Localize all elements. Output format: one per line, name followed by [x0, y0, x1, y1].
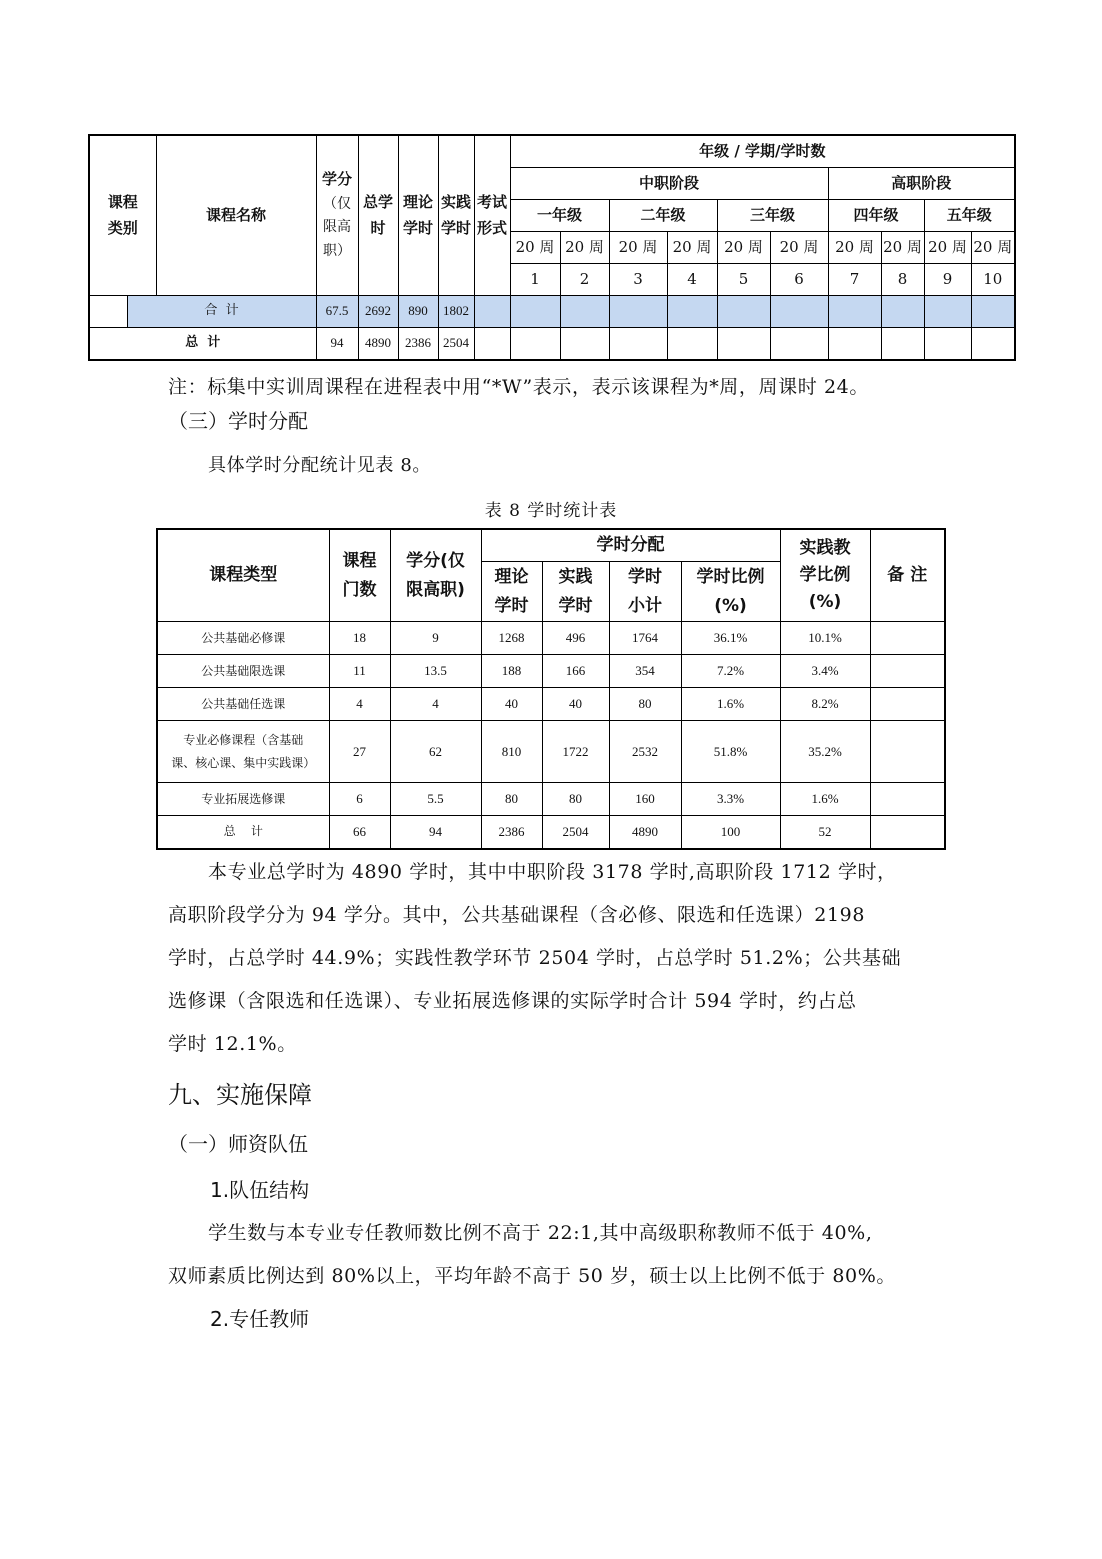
summary-line: 学时，占总学时 44.9%；实践性教学环节 2504 学时，占总学时 51.2%；公共基础	[168, 947, 902, 969]
header-weeks: 20 周	[609, 232, 667, 264]
header-credit: 学分(仅 限高职)	[390, 529, 481, 622]
cell-remark	[870, 655, 945, 688]
header-credit-note: （仅 限高 职）	[323, 195, 352, 260]
header-semester: 1	[510, 264, 560, 296]
item-1-line: 学生数与本专业专任教师数比例不高于 22:1,其中高级职称教师不低于 40%,	[208, 1222, 873, 1244]
total-credit: 94	[316, 328, 358, 361]
section-3-intro: 具体学时分配统计见表 8。	[208, 455, 431, 476]
total-row	[89, 328, 1015, 361]
header-ratio: 学时比例 (%)	[681, 562, 780, 622]
subtotal-sem	[510, 296, 560, 328]
total-sem	[881, 328, 924, 361]
header-semester: 6	[770, 264, 828, 296]
total-sem	[560, 328, 609, 361]
header-practice-hours: 实践 学时	[438, 135, 474, 296]
total-sem	[667, 328, 717, 361]
header-hours-allocation: 学时分配	[481, 529, 780, 562]
item-1-line: 双师素质比例达到 80%以上，平均年龄不高于 50 岁，硕士以上比例不低于 80%。	[168, 1265, 896, 1287]
cell-theory: 80	[481, 783, 542, 816]
cell-theory: 40	[481, 688, 542, 721]
header-course-count: 课程 门数	[329, 529, 390, 622]
total-exam	[474, 328, 510, 361]
cell-practice: 166	[542, 655, 609, 688]
cell-count: 66	[329, 816, 390, 849]
total-sem	[609, 328, 667, 361]
total-practice: 2504	[438, 328, 474, 361]
subtotal-blank	[89, 296, 127, 328]
course-schedule-table	[88, 134, 1016, 361]
cell-pratio: 1.6%	[780, 783, 870, 816]
cell-ratio: 100	[681, 816, 780, 849]
header-category: 课程 类别	[89, 135, 156, 296]
item-1-title: 1.队伍结构	[210, 1178, 310, 1202]
cell-type: 总 计	[157, 816, 329, 849]
cell-practice: 1722	[542, 721, 609, 783]
header-grade-5: 五年级	[924, 200, 1015, 232]
subtotal-exam	[474, 296, 510, 328]
table-row	[157, 688, 945, 721]
cell-count: 6	[329, 783, 390, 816]
header-grade-4: 四年级	[828, 200, 924, 232]
header-grade-3: 三年级	[717, 200, 828, 232]
total-label: 总 计	[89, 328, 316, 361]
cell-type: 专业拓展选修课	[157, 783, 329, 816]
subtotal-credit: 67.5	[316, 296, 358, 328]
header-weeks: 20 周	[924, 232, 971, 264]
subtotal-sem	[717, 296, 770, 328]
subtotal-row	[89, 296, 1015, 328]
subtotal-sem	[924, 296, 971, 328]
hours-table-body	[157, 622, 945, 849]
cell-type: 专业必修课程（含基础 课、核心课、集中实践课）	[157, 721, 329, 783]
cell-credit: 4	[390, 688, 481, 721]
header-weeks: 20 周	[667, 232, 717, 264]
table-row	[157, 622, 945, 655]
cell-ratio: 36.1%	[681, 622, 780, 655]
section-3-title: （三）学时分配	[168, 409, 308, 433]
section-9-title: 九、实施保障	[168, 1081, 312, 1109]
header-weeks: 20 周	[828, 232, 881, 264]
subtotal-sem	[609, 296, 667, 328]
item-2-title: 2.专任教师	[210, 1307, 310, 1331]
cell-credit: 94	[390, 816, 481, 849]
cell-theory: 2386	[481, 816, 542, 849]
header-credit-label: 学分	[322, 170, 353, 189]
header-semester: 7	[828, 264, 881, 296]
cell-subtotal: 2532	[609, 721, 681, 783]
cell-count: 11	[329, 655, 390, 688]
header-practice: 实践 学时	[542, 562, 609, 622]
cell-pratio: 52	[780, 816, 870, 849]
total-sem	[924, 328, 971, 361]
subtotal-theory: 890	[398, 296, 438, 328]
cell-practice: 40	[542, 688, 609, 721]
summary-line: 选修课（含限选和任选课）、专业拓展选修课的实际学时合计 594 学时，约占总	[168, 990, 857, 1012]
total-total: 4890	[358, 328, 398, 361]
cell-theory: 810	[481, 721, 542, 783]
cell-ratio: 3.3%	[681, 783, 780, 816]
subtotal-sem	[667, 296, 717, 328]
header-course-type: 课程类型	[157, 529, 329, 622]
subtotal-sem	[560, 296, 609, 328]
table-row	[157, 721, 945, 783]
hours-table	[156, 528, 946, 850]
cell-type: 公共基础必修课	[157, 622, 329, 655]
cell-subtotal: 354	[609, 655, 681, 688]
summary-line: 学时 12.1%。	[168, 1033, 297, 1055]
table-row	[157, 655, 945, 688]
cell-ratio: 1.6%	[681, 688, 780, 721]
cell-count: 27	[329, 721, 390, 783]
header-grade-2: 二年级	[609, 200, 717, 232]
total-sem	[828, 328, 881, 361]
header-subtotal: 学时 小计	[609, 562, 681, 622]
header-practice-ratio: 实践教 学比例 (%)	[780, 529, 870, 622]
table-row	[157, 816, 945, 849]
cell-remark	[870, 783, 945, 816]
cell-pratio: 8.2%	[780, 688, 870, 721]
cell-subtotal: 4890	[609, 816, 681, 849]
cell-practice: 2504	[542, 816, 609, 849]
subtotal-sem	[881, 296, 924, 328]
table-8-caption: 表 8 学时统计表	[484, 501, 618, 521]
header-weeks: 20 周	[560, 232, 609, 264]
schedule-note: 注：标集中实训周课程在进程表中用“*W”表示，表示该课程为*周，周课时 24。	[168, 376, 869, 398]
cell-theory: 188	[481, 655, 542, 688]
header-total-hours: 总学 时	[358, 135, 398, 296]
cell-theory: 1268	[481, 622, 542, 655]
cell-credit: 13.5	[390, 655, 481, 688]
header-semester: 10	[971, 264, 1015, 296]
header-semester: 3	[609, 264, 667, 296]
header-semester: 8	[881, 264, 924, 296]
cell-practice: 80	[542, 783, 609, 816]
cell-remark	[870, 721, 945, 783]
header-grade-1: 一年级	[510, 200, 609, 232]
header-credit	[316, 135, 358, 296]
subtotal-sem	[770, 296, 828, 328]
header-semester: 4	[667, 264, 717, 296]
cell-practice: 496	[542, 622, 609, 655]
subtotal-sem	[971, 296, 1015, 328]
header-weeks: 20 周	[510, 232, 560, 264]
subtotal-total: 2692	[358, 296, 398, 328]
total-sem	[717, 328, 770, 361]
subtotal-practice: 1802	[438, 296, 474, 328]
cell-subtotal: 80	[609, 688, 681, 721]
header-weeks: 20 周	[971, 232, 1015, 264]
subsection-1-title: （一）师资队伍	[168, 1132, 308, 1156]
cell-credit: 5.5	[390, 783, 481, 816]
cell-subtotal: 1764	[609, 622, 681, 655]
header-weeks: 20 周	[881, 232, 924, 264]
header-semester: 9	[924, 264, 971, 296]
subtotal-label: 合 计	[127, 296, 316, 328]
total-sem	[510, 328, 560, 361]
cell-remark	[870, 688, 945, 721]
header-semester: 5	[717, 264, 770, 296]
cell-subtotal: 160	[609, 783, 681, 816]
cell-remark	[870, 816, 945, 849]
cell-ratio: 7.2%	[681, 655, 780, 688]
cell-type: 公共基础限选课	[157, 655, 329, 688]
cell-pratio: 10.1%	[780, 622, 870, 655]
summary-line: 本专业总学时为 4890 学时，其中中职阶段 3178 学时,高职阶段 1712 学时，	[208, 861, 897, 883]
header-course-name: 课程名称	[156, 135, 316, 296]
header-stage-secondary: 中职阶段	[510, 168, 828, 200]
cell-remark	[870, 622, 945, 655]
cell-credit: 9	[390, 622, 481, 655]
summary-line: 高职阶段学分为 94 学分。其中，公共基础课程（含必修、限选和任选课）2198	[168, 904, 866, 926]
cell-pratio: 3.4%	[780, 655, 870, 688]
header-theory: 理论 学时	[481, 562, 542, 622]
total-sem	[971, 328, 1015, 361]
header-stage-higher: 高职阶段	[828, 168, 1015, 200]
header-semester: 2	[560, 264, 609, 296]
header-weeks: 20 周	[770, 232, 828, 264]
cell-credit: 62	[390, 721, 481, 783]
total-sem	[770, 328, 828, 361]
header-weeks: 20 周	[717, 232, 770, 264]
header-theory-hours: 理论 学时	[398, 135, 438, 296]
cell-count: 4	[329, 688, 390, 721]
subtotal-sem	[828, 296, 881, 328]
header-remark: 备 注	[870, 529, 945, 622]
table-row	[157, 783, 945, 816]
total-theory: 2386	[398, 328, 438, 361]
header-grade-semester: 年级 / 学期/学时数	[510, 135, 1015, 168]
cell-ratio: 51.8%	[681, 721, 780, 783]
cell-type: 公共基础任选课	[157, 688, 329, 721]
cell-pratio: 35.2%	[780, 721, 870, 783]
header-exam: 考试 形式	[474, 135, 510, 296]
cell-count: 18	[329, 622, 390, 655]
